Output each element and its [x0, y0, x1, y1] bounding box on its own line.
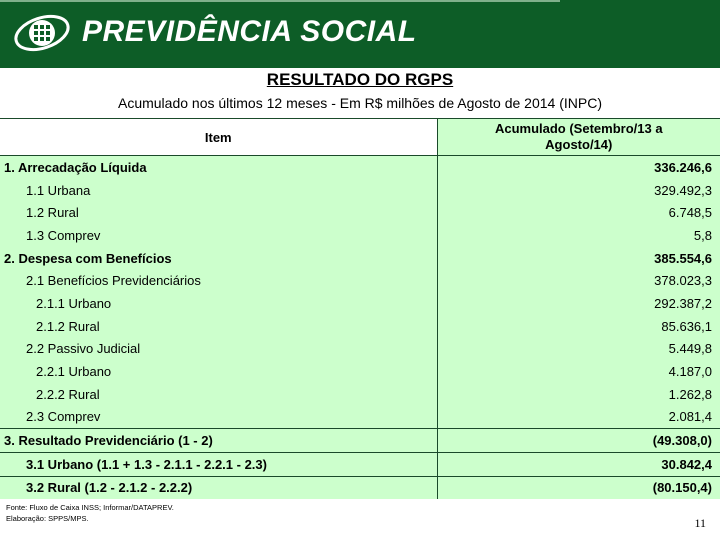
row-label: 1.1 Urbana: [0, 179, 437, 202]
row-value: 6.748,5: [437, 201, 720, 224]
row-label: 3.2 Rural (1.2 - 2.1.2 - 2.2.2): [0, 476, 437, 499]
row-label: 2. Despesa com Benefícios: [0, 247, 437, 270]
row-value: 378.023,3: [437, 269, 720, 292]
table-header-row: [0, 119, 720, 156]
row-label: 2.1.2 Rural: [0, 315, 437, 338]
column-header-accumulated: [437, 119, 720, 156]
table-row: [0, 315, 720, 338]
table-row: [0, 452, 720, 476]
table-row: [0, 429, 720, 453]
page-title: RESULTADO DO RGPS: [266, 70, 454, 89]
table-row: [0, 179, 720, 202]
row-value: (80.150,4): [437, 476, 720, 499]
row-label: 2.1.1 Urbano: [0, 292, 437, 315]
column-header-line1: Acumulado (Setembro/13 a: [494, 121, 663, 136]
row-value: 5,8: [437, 224, 720, 247]
row-label: 3. Resultado Previdenciário (1 - 2): [0, 429, 437, 453]
results-table: [0, 118, 720, 499]
row-value: 329.492,3: [437, 179, 720, 202]
table-row: [0, 292, 720, 315]
row-value: 30.842,4: [437, 452, 720, 476]
row-value: 385.554,6: [437, 247, 720, 270]
row-label: 1.2 Rural: [0, 201, 437, 224]
brand-name: PREVIDÊNCIA SOCIAL: [82, 15, 417, 48]
row-label: 2.2.2 Rural: [0, 383, 437, 406]
row-label: 1. Arrecadação Líquida: [0, 156, 437, 179]
row-label: 2.3 Comprev: [0, 406, 437, 429]
header-bar: [0, 0, 720, 68]
table-row: [0, 224, 720, 247]
page-subtitle: Acumulado nos últimos 12 meses - Em R$ milhões de Agosto de 2014 (INPC): [117, 95, 602, 111]
row-value: 85.636,1: [437, 315, 720, 338]
table-row: [0, 383, 720, 406]
column-header-line2: Agosto/14): [545, 137, 613, 152]
previdencia-logo-icon: [12, 12, 72, 54]
row-label: 2.2 Passivo Judicial: [0, 338, 437, 361]
column-header-item: Item: [0, 119, 437, 156]
row-value: 2.081,4: [437, 406, 720, 429]
row-value: 5.449,8: [437, 338, 720, 361]
row-label: 1.3 Comprev: [0, 224, 437, 247]
row-value: 292.387,2: [437, 292, 720, 315]
table-row: [0, 476, 720, 499]
row-value: 336.246,6: [437, 156, 720, 179]
row-label: 2.2.1 Urbano: [0, 360, 437, 383]
table-row: [0, 406, 720, 429]
table-row: [0, 156, 720, 179]
table-row: [0, 247, 720, 270]
row-value: 1.262,8: [437, 383, 720, 406]
row-label: 2.1 Benefícios Previdenciários: [0, 269, 437, 292]
row-value: (49.308,0): [437, 429, 720, 453]
footer-notes: [6, 502, 174, 524]
footer-source: Fonte: Fluxo de Caixa INSS; Informar/DATAPREV.: [6, 503, 174, 512]
row-value: 4.187,0: [437, 360, 720, 383]
table-row: [0, 269, 720, 292]
page-number: 11: [694, 516, 706, 530]
header-rule: [0, 0, 560, 2]
table-row: [0, 360, 720, 383]
table-row: [0, 201, 720, 224]
row-label: 3.1 Urbano (1.1 + 1.3 - 2.1.1 - 2.2.1 - 2.3): [0, 452, 437, 476]
footer-author: Elaboração: SPPS/MPS.: [6, 514, 89, 523]
table-row: [0, 338, 720, 361]
